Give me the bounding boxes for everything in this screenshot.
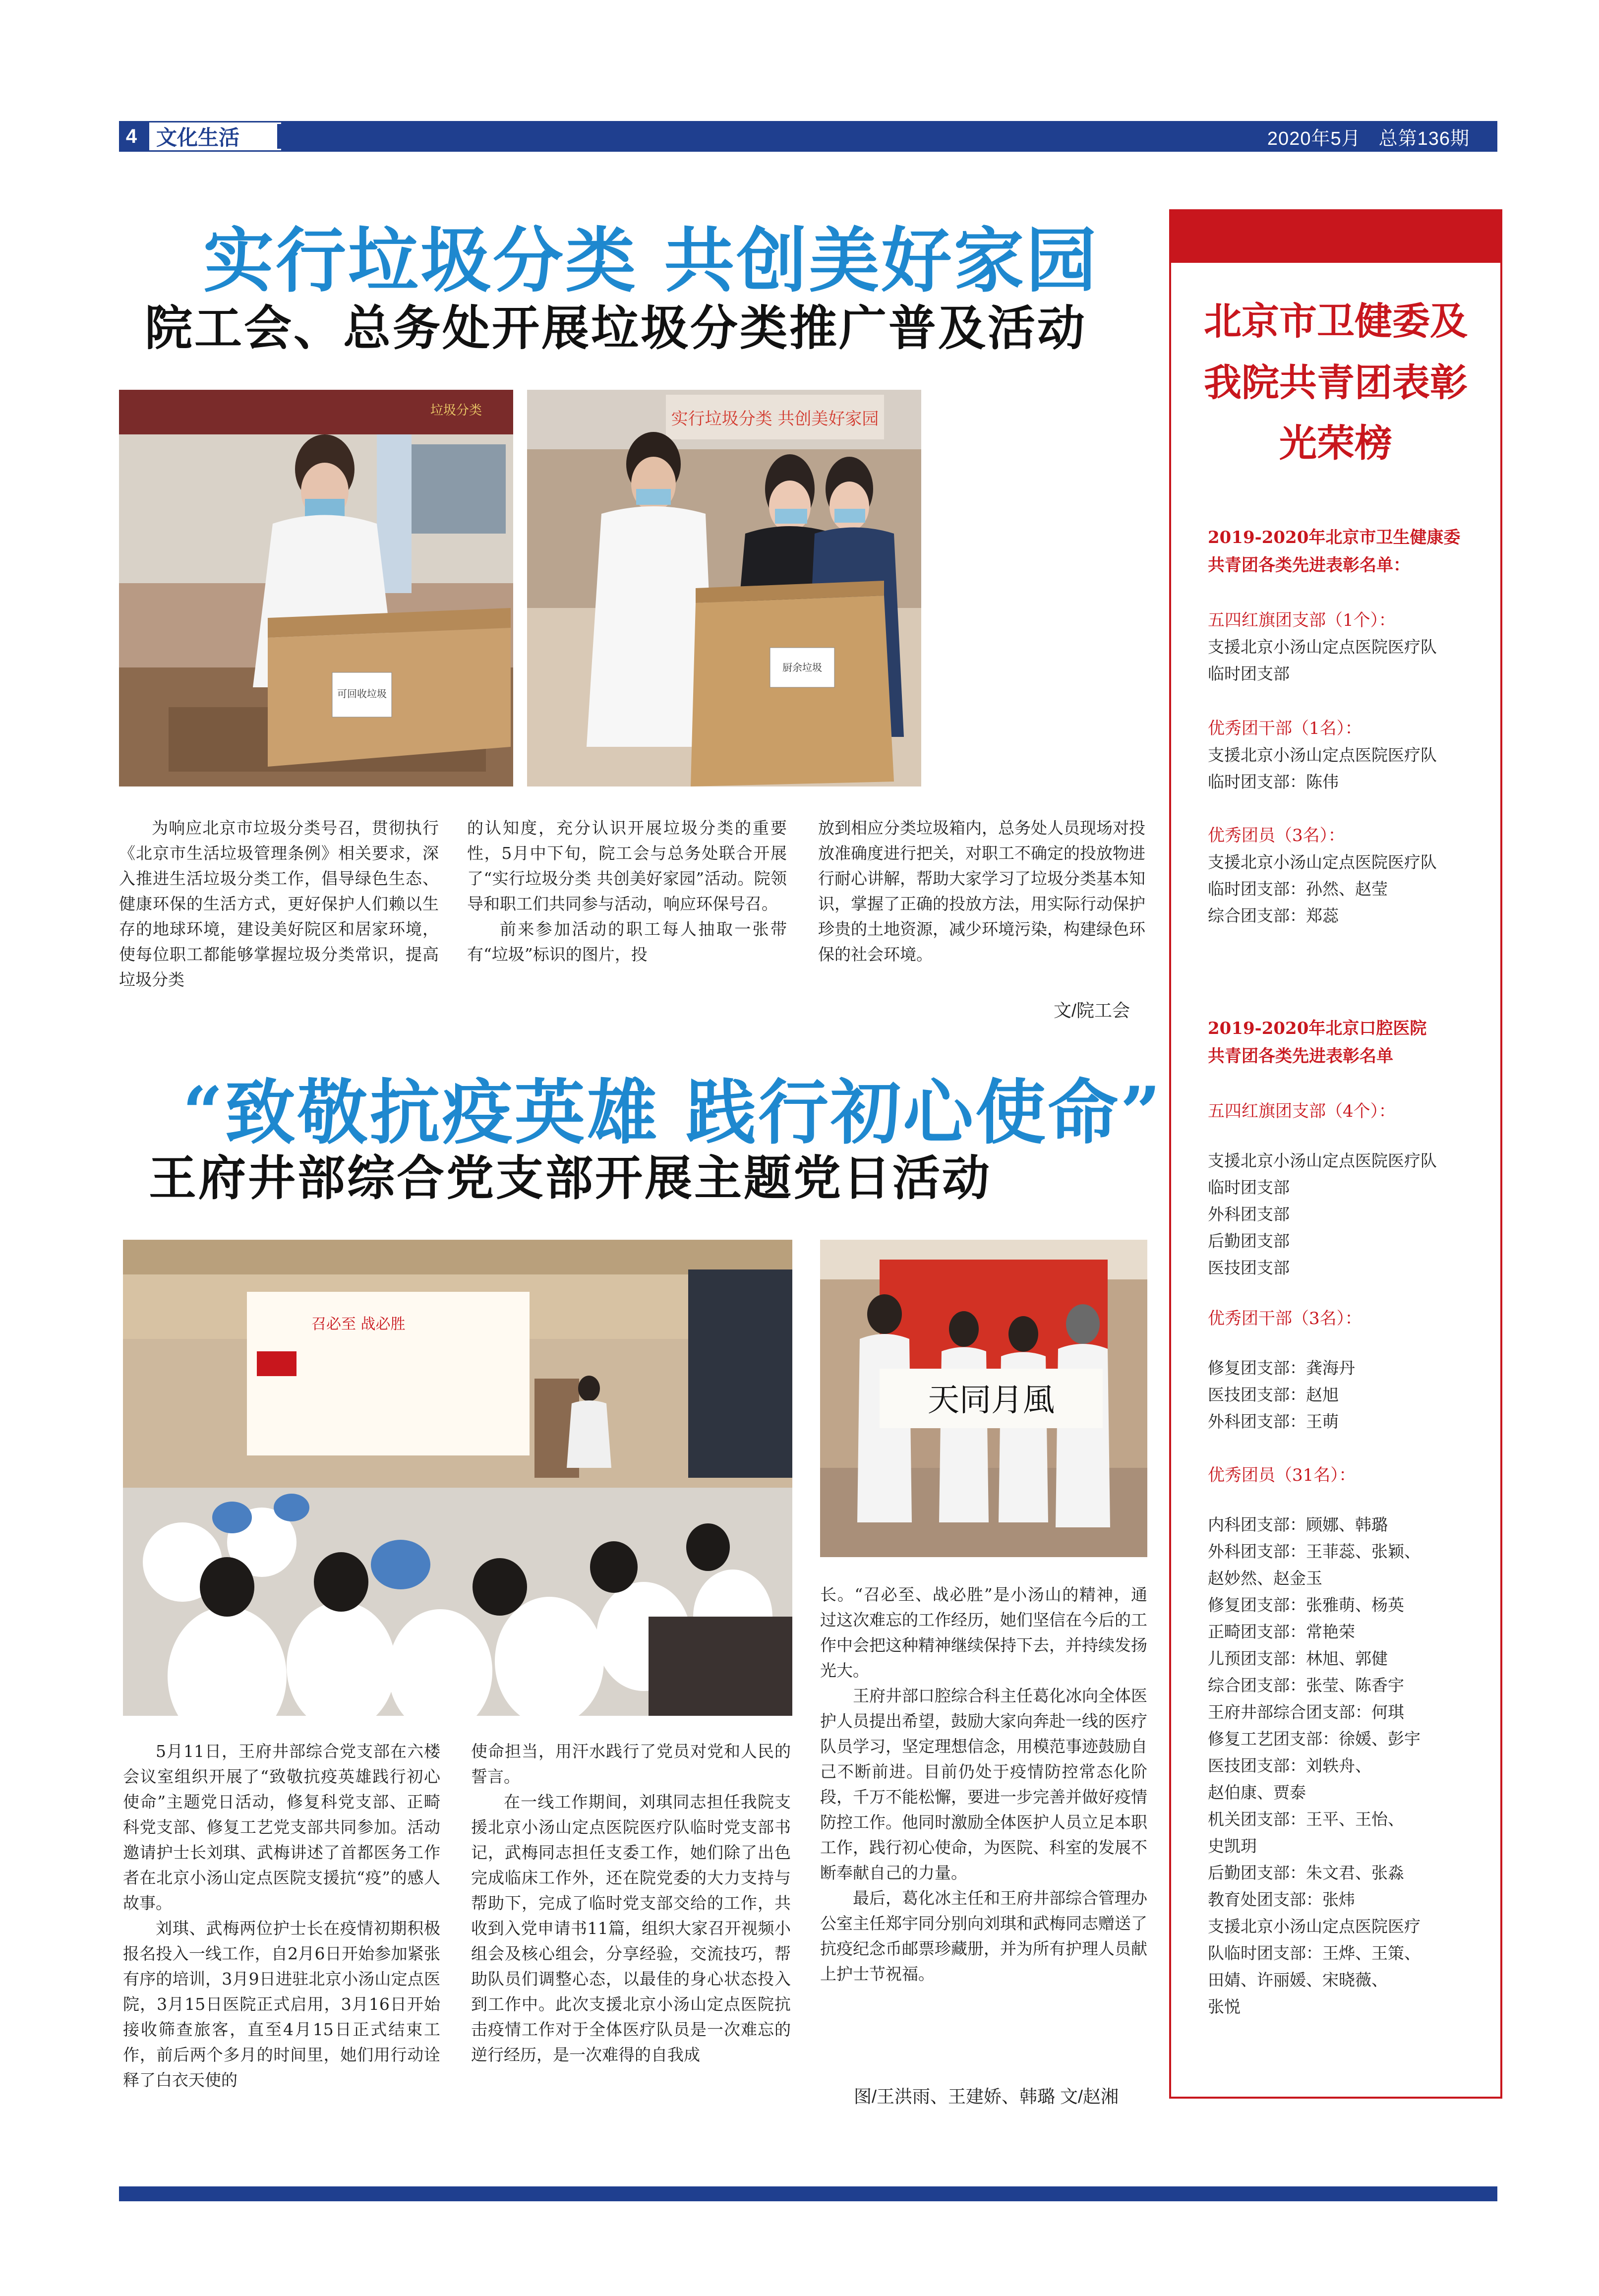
article2-col2-text: 使命担当，用汗水践行了党员对党和人民的誓言。 xyxy=(471,1742,791,1786)
article1-subtitle: 院工会、总务处开展垃圾分类推广普及活动 xyxy=(145,300,1087,356)
article2-photo-group xyxy=(820,1240,1147,1557)
article2-col2-text2: 在一线工作期间，刘琪同志担任我院支援北京小汤山定点医院医疗队临时党支部书记，武梅同志担任支委工作，她们除了出色完成临床工作外，还在院党委的大力支持与帮助下，完成了临时党支部交给的工作，共收到入党申请书11篇，组织大家召开视频小组会及核心组会，分享经验，交流技巧，帮助队员们调整心态，以最佳的身心状态投入到工作中。此次支援北京小汤山定点医院抗击疫情工作对于全体医疗队员是一次难忘的逆行经历，是一次难得的自我成 xyxy=(471,1792,791,2064)
s2-category-3: 优秀团员（31名）： xyxy=(1208,1465,1356,1485)
article1-col1 xyxy=(119,815,439,992)
s2-category-1-list: 支援北京小汤山定点医院医疗队 临时团支部 外科团支部 后勤团支部 医技团支部 xyxy=(1208,1151,1437,1277)
issue-number: 总第136期 xyxy=(1378,128,1470,149)
article2-subtitle: 王府井部综合党支部开展主题党日活动 xyxy=(149,1150,992,1206)
s2-category-2: 优秀团干部（3名）： xyxy=(1208,1309,1362,1329)
s1-category-1-list: 支援北京小汤山定点医院医疗队 临时团支部 xyxy=(1208,637,1437,683)
article2-col3-text2: 王府井部口腔综合科主任葛化冰向全体医护人员提出希望，鼓励大家向奔赴一线的医疗队员学习，坚定理想信念，用模范事迹鼓励自己不断前进。目前仍处于疫情防控常态化阶段，千万不能松懈，要进一步完善并做好疫情防控工作。他同时激励全体医护人员立足本职工作，践行初心使命，为医院、科室的发展不断奉献自己的力量。 xyxy=(820,1686,1147,1882)
section1-heading: 2019-2020年北京市卫生健康委 共青团各类先进表彰名单： xyxy=(1208,528,1461,575)
s1-category-2: 优秀团干部（1名）： xyxy=(1208,719,1362,738)
page-number: 4 xyxy=(125,125,137,147)
article2-title: “致敬抗疫英雄 践行初心使命” xyxy=(182,1072,1163,1154)
article1-col2 xyxy=(467,815,787,967)
s1-category-1: 五四红旗团支部（1个）： xyxy=(1208,610,1396,630)
article1-col2-text2: 前来参加活动的职工每人抽取一张带有“垃圾”标识的图片，投 xyxy=(467,919,787,964)
article2-col1-text: 5月11日，王府井部综合党支部在六楼会议室组织开展了“致敬抗疫英雄践行初心使命”主题党日活动，修复科党支部、正畸科党支部、修复工艺党支部共同参加。活动邀请护士长刘琪、武梅讲述了首都医务工作者在北京小汤山定点医院支援抗“疫”的感人故事。 xyxy=(123,1742,440,1913)
honor-roll-sidebar xyxy=(1169,209,1502,2099)
article2-credit: 图/王洪雨、王建娇、韩璐 文/赵湘 xyxy=(854,2086,1119,2107)
sidebar-title-line-1: 北京市卫健委及 xyxy=(1204,299,1468,343)
photo-box-label: 可回收垃圾 xyxy=(337,688,387,700)
photo-box-label-2: 厨余垃圾 xyxy=(782,662,822,673)
s2-category-2-list: 修复团支部：龚海丹 医技团支部：赵旭 外科团支部：王萌 xyxy=(1208,1358,1355,1431)
calligraphy-text: 天同月風 xyxy=(928,1382,1055,1419)
article1-credit: 文/院工会 xyxy=(1054,1000,1130,1021)
article1-col3 xyxy=(818,815,1145,967)
photo-banner-text: 实行垃圾分类 共创美好家园 xyxy=(671,409,879,429)
issue-info xyxy=(1267,121,1470,152)
page-header-bar xyxy=(119,121,1497,152)
article2-col1-text2: 刘琪、武梅两位护士长在疫情初期积极报名投入一线工作，自2月6日开始参加紧张有序的培训，3月9日进驻北京小汤山定点医院，3月15日医院正式启用，3月16日开始接收筛查旅客，直至4月15日正式结束工作，前后两个多月的时间里，她们用行动诠释了白衣天使的 xyxy=(123,1919,440,2090)
s1-category-2-list: 支援北京小汤山定点医院医疗队 临时团支部：陈伟 xyxy=(1208,745,1437,791)
article2-col3 xyxy=(820,1582,1147,1987)
article1-col3-text: 放到相应分类垃圾箱内，总务处人员现场对投放准确度进行把关，对职工不确定的投放物进行耐心讲解，帮助大家学习了垃圾分类基本知识，掌握了正确的投放方法，用实际行动保护珍贵的土地资源，减少环境污染，构建绿色环保的社会环境。 xyxy=(818,818,1145,964)
article2-col3-text: 长。“召必至、战必胜”是小汤山的精神，通过这次难忘的工作经历，她们坚信在今后的工作中会把这种精神继续保持下去，并持续发扬光大。 xyxy=(820,1585,1147,1680)
s2-category-3-list: 内科团支部：顾娜、韩璐 外科团支部：王菲蕊、张颖、 赵妙然、赵金玉 修复团支部：张雅萌、杨英 正畸团支部：常艳荣 儿预团支部：林旭、郭健 综合团支部：张莹、陈香宇 王府井部综合团支部：何琪 修复工艺团支部：徐媛、彭宇 医技团支部：刘轶舟、 赵伯康、贾泰 机关团支部：王平、王怡、 史凯玥 后勤团支部：朱文君、张淼 教育处团支部：张炜 支援北京小汤山定点医院医疗 队临时团支部：王烨、王策、 田婧、许丽媛、宋晓薇、 张悦 xyxy=(1208,1515,1421,2016)
sidebar-title-line-2: 我院共青团表彰 xyxy=(1204,361,1468,405)
s1-category-3-list: 支援北京小汤山定点医院医疗队 临时团支部：孙然、赵莹 综合团支部：郑蕊 xyxy=(1208,852,1437,925)
article1-col2-text: 的认知度，充分认识开展垃圾分类的重要性，5月中下旬，院工会与总务处联合开展了“实行垃圾分类 共创美好家园”活动。院领导和职工们共同参与活动，响应环保号召。 xyxy=(467,818,787,913)
article1-photo-right xyxy=(527,390,921,786)
article2-col2 xyxy=(471,1739,791,2067)
page-footer-bar xyxy=(119,2186,1497,2201)
section2-heading: 2019-2020年北京口腔医院 共青团各类先进表彰名单 xyxy=(1208,1019,1427,1066)
article1-photo-left xyxy=(119,390,513,786)
screen-text: 召必至 战必胜 xyxy=(311,1316,406,1333)
article2-col3-text3: 最后，葛化冰主任和王府井部综合管理办公室主任郑宇同分别向刘琪和武梅同志赠送了抗疫纪念币邮票珍藏册，并为所有护理人员献上护士节祝福。 xyxy=(820,1888,1147,1984)
section-name: 文化生活 xyxy=(156,125,240,150)
issue-date: 2020年5月 xyxy=(1267,128,1361,149)
article1-col1-text: 为响应北京市垃圾分类号召，贯彻执行《北京市生活垃圾管理条例》相关要求，深入推进生活垃圾分类工作，倡导绿色生态、健康环保的生活方式，更好保护人们赖以生存的地球环境，建设美好院区和居家环境，使每位职工都能够掌握垃圾分类常识，提高垃圾分类 xyxy=(119,818,439,989)
sidebar-banner xyxy=(1171,211,1500,263)
sidebar-title-line-3: 光荣榜 xyxy=(1279,421,1392,465)
article2-photo-meeting xyxy=(123,1240,792,1716)
section-label xyxy=(148,121,283,152)
s1-category-3: 优秀团员（3名）： xyxy=(1208,826,1345,846)
s2-category-1: 五四红旗团支部（4个）： xyxy=(1208,1101,1396,1121)
article1-title: 实行垃圾分类 共创美好家园 xyxy=(203,220,1099,302)
photo-sign-text: 垃圾分类 xyxy=(430,403,482,418)
article2-col1 xyxy=(123,1739,440,2093)
